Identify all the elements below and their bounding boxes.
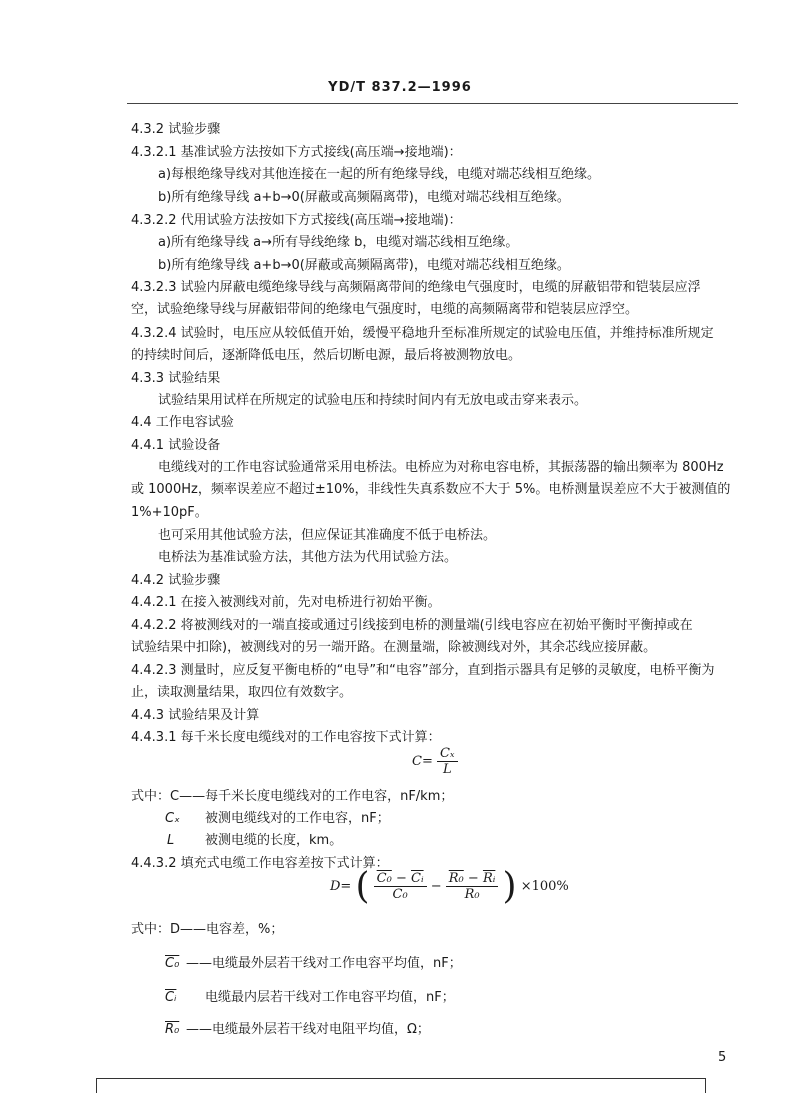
clause-4-4-2-2: 4.4.2.2 将被测线对的一端直接或通过引线接到电桥的测量端(引线电容应在初始平衡时平衡掉或在 [131,618,693,633]
clause-4-3-2-4: 4.3.2.4 试验时，电压应从较低值开始，缓慢平稳地升至标准所规定的试验电压值，并维持标准所规定 [131,326,714,341]
right-paren: ) [502,866,517,907]
heading-4-4-2: 4.4.2 试验步骤 [131,573,221,588]
paragraph: 也可采用其他试验方法，但应保证其准确度不低于电桥法。 [158,528,497,543]
capacitance-fraction [374,871,427,902]
symbol-co: C₀ [165,956,180,971]
paragraph-continuation: 或 1000Hz，频率误差应不超过±10%，非线性失真系数应不大于 5%。电桥测量误差应不大于被测值的 [131,482,731,497]
where-l: 被测电缆的长度，km。 [205,833,343,848]
resistance-fraction [446,871,499,902]
item-a: a)所有绝缘导线 a→所有导线绝缘 b，电缆对端芯线相互绝缘。 [158,235,519,250]
where-c: 式中：C——每千米长度电缆线对的工作电容，nF/km； [131,789,454,804]
header-rule [127,103,738,104]
where-cx: 被测电缆线对的工作电容，nF； [205,811,390,826]
where-co: ——电缆最外层若干线对工作电容平均值，nF； [186,956,462,971]
formula-lhs: C= [412,754,433,769]
heading-4-4: 4.4 工作电容试验 [131,415,234,430]
capacitance-denominator: C₀ [392,887,408,902]
heading-4-3-3: 4.3.3 试验结果 [131,371,221,386]
paragraph: 电桥法为基准试验方法，其他方法为代用试验方法。 [158,550,458,565]
paragraph: 电缆线对的工作电容试验通常采用电桥法。电桥应为对称电容电桥，其振荡器的输出频率为 800Hz [158,460,724,475]
capacitance-numerator: $C_0 - \overline{Cᵢ}$ [374,871,427,887]
clause-4-3-2-2: 4.3.2.2 代用试验方法按如下方式接线(高压端→接地端)： [131,213,462,228]
formula-fraction [437,746,458,777]
formula-denominator: L [442,762,452,777]
item-b: b)所有绝缘导线 a+b→0(屏蔽或高频隔离带)，电缆对端芯线相互绝缘。 [158,190,570,205]
clause-continuation: 止，读取测量结果，取四位有效数字。 [131,685,353,700]
left-paren: ( [355,866,370,907]
item-b: b)所有绝缘导线 a+b→0(屏蔽或高频隔离带)，电缆对端芯线相互绝缘。 [158,258,570,273]
formula-numerator: Cₓ [437,746,458,762]
clause-continuation: 空，试验绝缘导线与屏蔽铝带间的绝缘电气强度时，电缆的高频隔离带和铠装层应浮空。 [131,302,639,317]
where-d: 式中：D——电容差，%； [131,922,284,937]
clause-4-3-2-3: 4.3.2.3 试验内屏蔽电缆绝缘导线与高频隔离带间的绝缘电气强度时，电缆的屏蔽铝带和铠装层应浮 [131,280,701,295]
paragraph-continuation: 1%+10pF。 [131,505,208,520]
formula-lhs: D= [330,879,352,894]
symbol-cx: Cₓ [165,811,180,826]
resistance-denominator: R₀ [464,887,480,902]
clause-4-3-2-1: 4.3.2.1 基准试验方法按如下方式接线(高压端→接地端)： [131,145,462,160]
heading-4-3-2: 4.3.2 试验步骤 [131,122,221,137]
where-ro: ——电缆最外层若干线对电阻平均值，Ω； [186,1022,430,1037]
heading-4-4-3: 4.4.3 试验结果及计算 [131,708,260,723]
where-ci: 电缆最内层若干线对工作电容平均值，nF； [205,990,455,1005]
symbol-ro: R₀ [165,1022,180,1037]
clause-4-4-3-2: 4.4.3.2 填充式电缆工作电容差按下式计算： [131,856,389,871]
clause-continuation: 的持续时间后，逐渐降低电压，然后切断电源，最后将被测物放电。 [131,348,522,363]
formula-capacitance-difference [330,866,569,907]
standard-header: YD/T 837.2—1996 [328,80,472,95]
clause-4-4-2-1: 4.4.2.1 在接入被测线对前，先对电桥进行初始平衡。 [131,595,441,610]
resistance-numerator: $R_0 - \overline{Rᵢ}$ [446,871,499,887]
clause-4-4-2-3: 4.4.2.3 测量时，应反复平衡电桥的“电导”和“电容”部分，直到指示器具有足够的灵敏度，电桥平衡为 [131,663,715,678]
footer-frame [96,1078,706,1093]
symbol-ci: $\overline{Cᵢ}$ [165,990,177,1005]
clause-continuation: 试验结果中扣除)，被测线对的另一端开路。在测量端，除被测线对外，其余芯线应接屏蔽。 [131,640,657,655]
item-a: a)每根绝缘导线对其他连接在一起的所有绝缘导线，电缆对端芯线相互绝缘。 [158,167,601,182]
paragraph: 试验结果用试样在所规定的试验电压和持续时间内有无放电或击穿来表示。 [158,393,588,408]
minus-sign: − [430,879,442,894]
symbol-l: L [167,833,175,848]
clause-4-4-3-1: 4.4.3.1 每千米长度电缆线对的工作电容按下式计算： [131,730,441,745]
heading-4-4-1: 4.4.1 试验设备 [131,438,221,453]
formula-capacitance [412,746,458,777]
formula-tail: ×100% [520,879,569,894]
page-number: 5 [718,1050,727,1065]
